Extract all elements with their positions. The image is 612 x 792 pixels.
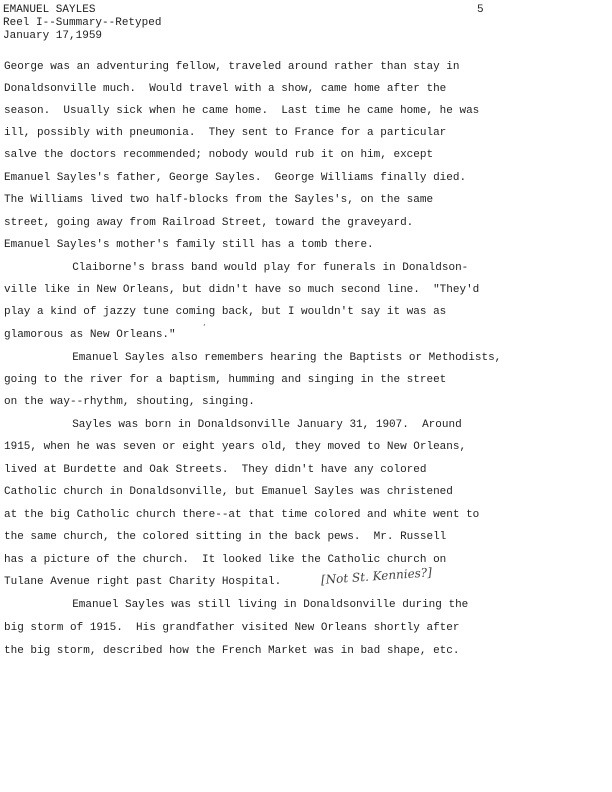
text-line: Catholic church in Donaldsonville, but Emanuel Sayles was christened [4,486,453,498]
text-line: season. Usually sick when he came home. Last time he came home, he was [4,105,480,117]
handwritten-annotation: [Not St. Kennies?] [320,565,433,587]
text-line: Emanuel Sayles's father, George Sayles. George Williams finally died. [4,172,467,184]
text-line: 1915, when he was seven or eight years old, they moved to New Orleans, [4,441,467,453]
text-line: ill, possibly with pneumonia. They sent to France for a particular [4,127,447,139]
text-line: has a picture of the church. It looked like the Catholic church on [4,554,447,566]
text-line: Donaldsonville much. Would travel with a show, came home after the [4,83,447,95]
text-line: George was an adventuring fellow, traveled around rather than stay in [4,61,460,73]
text-line: on the way--rhythm, shouting, singing. [4,396,255,408]
text-line: the big storm, described how the French Market was in bad shape, etc. [4,645,460,657]
text-line: salve the doctors recommended; nobody would rub it on him, except [4,149,434,161]
text-line: ville like in New Orleans, but didn't have so much second line. "They'd [4,284,480,296]
text-line: street, going away from Railroad Street, toward the graveyard. [4,217,414,229]
interview-date: January 17,1959 [3,30,103,42]
text-line: Emanuel Sayles also remembers hearing the Baptists or Methodists, [26,352,502,364]
text-line: big storm of 1915. His grandfather visited New Orleans shortly after [4,622,460,634]
interviewee-name: EMANUEL SAYLES [3,4,96,16]
text-line: Claiborne's brass band would play for funerals in Donaldson- [26,262,469,274]
text-line: glamorous as New Orleans." [4,329,176,341]
page-number: 5 [477,4,484,16]
text-line: going to the river for a baptism, humming and singing in the street [4,374,447,386]
pencil-mark: ʼ [203,323,206,332]
text-line: play a kind of jazzy tune coming back, but I wouldn't say it was as [4,306,447,318]
text-line: Sayles was born in Donaldsonville January 31, 1907. Around [26,419,462,431]
text-line: Emanuel Sayles was still living in Donaldsonville during the [26,599,469,611]
text-line: at the big Catholic church there--at that time colored and white went to [4,509,480,521]
text-line: The Williams lived two half-blocks from the Sayles's, on the same [4,194,434,206]
text-line: Emanuel Sayles's mother's family still has a tomb there. [4,239,374,251]
reel-label: Reel I--Summary--Retyped [3,17,162,29]
text-line: the same church, the colored sitting in the back pews. Mr. Russell [4,531,447,543]
document-header [3,4,161,43]
text-line: Tulane Avenue right past Charity Hospital. [4,576,282,588]
text-line: lived at Burdette and Oak Streets. They didn't have any colored [4,464,427,476]
